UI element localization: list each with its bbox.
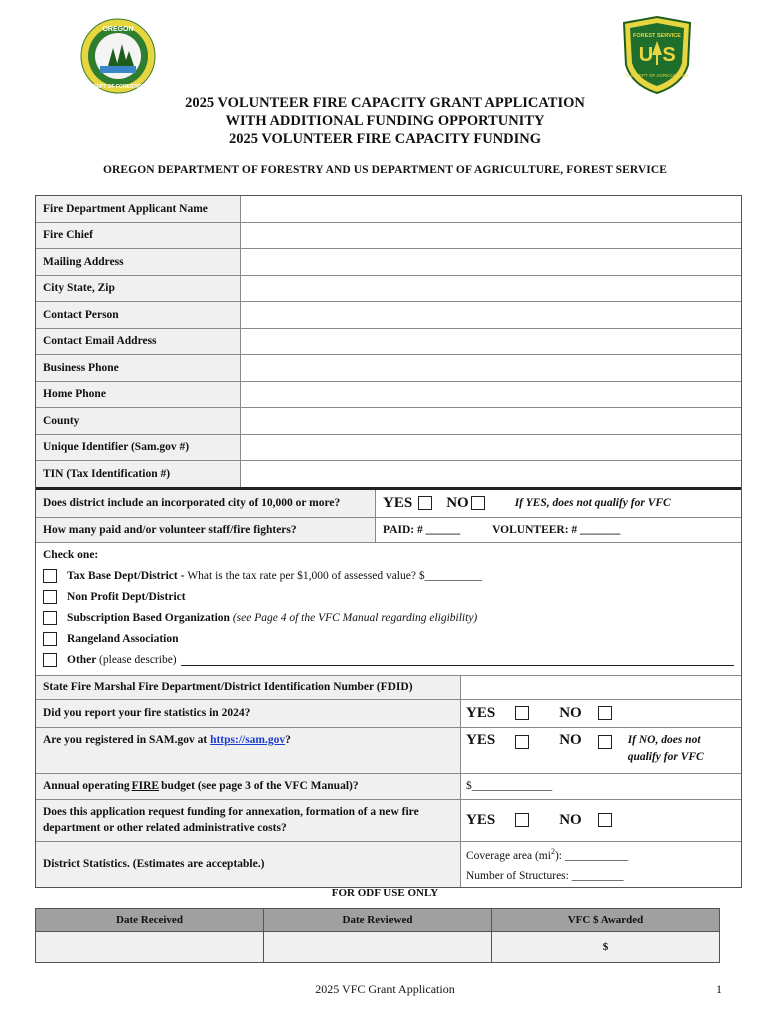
volunteer-count-field[interactable]: VOLUNTEER: # _______ [492, 523, 621, 536]
applicant-row [36, 222, 741, 249]
district-city-no-label: NO [446, 494, 469, 511]
fire-stats-question: Did you report your fire statistics in 2024? [36, 700, 461, 727]
sam-yes-checkbox[interactable] [515, 735, 529, 749]
svg-text:S: S [662, 44, 676, 66]
applicant-field-input[interactable] [241, 461, 741, 487]
budget-question [36, 774, 461, 799]
applicant-field-input[interactable] [241, 196, 741, 222]
applicant-field-label: County [36, 408, 241, 434]
applicant-field-input[interactable] [241, 408, 741, 434]
applicant-field-label: Business Phone [36, 355, 241, 381]
applicant-row [36, 275, 741, 302]
annexation-no-label: NO [559, 811, 582, 828]
coverage-area-superscript: 2 [550, 847, 555, 857]
sam-yes-label: YES [466, 731, 496, 748]
fdid-field[interactable] [461, 676, 741, 699]
title-line-1: 2025 VOLUNTEER FIRE CAPACITY GRANT APPLICATION [185, 95, 585, 111]
applicant-field-input[interactable] [241, 329, 741, 355]
fdid-label: State Fire Marshal Fire Department/District Identification Number (FDID) [36, 676, 461, 699]
vfc-awarded-cell[interactable]: $ [492, 932, 720, 963]
annexation-question: Does this application request funding for annexation, formation of a new fire department or other related administrative costs? [36, 800, 461, 841]
check-one-section [36, 542, 741, 675]
svg-text:U: U [638, 44, 654, 66]
applicant-field-label: Mailing Address [36, 249, 241, 275]
svg-text:FOREST SERVICE: FOREST SERVICE [633, 33, 681, 39]
budget-question-suffix: budget (see page 3 of the VFC Manual)? [161, 780, 359, 792]
check-option-title: Subscription Based Organization [67, 612, 233, 624]
fire-stats-no-label: NO [559, 704, 582, 721]
applicant-field-label: Contact Email Address [36, 329, 241, 355]
applicant-field-label: TIN (Tax Identification #) [36, 461, 241, 487]
other-description-field[interactable] [181, 654, 734, 666]
date-received-cell[interactable] [36, 932, 264, 963]
district-city-no-checkbox[interactable] [471, 496, 485, 510]
annexation-row [36, 799, 741, 841]
title-line-2: WITH ADDITIONAL FUNDING OPPORTUNITY [225, 113, 545, 129]
svg-text:OREGON: OREGON [102, 26, 134, 33]
applicant-row [36, 354, 741, 381]
odf-use-title: FOR ODF USE ONLY [331, 887, 439, 899]
applicant-field-input[interactable] [241, 249, 741, 275]
coverage-area-label: Coverage area (mi [466, 849, 551, 862]
date-received-header: Date Received [36, 909, 264, 932]
check-option-detail: (see Page 4 of the VFC Manual regarding eligibility) [232, 612, 478, 624]
applicant-field-input[interactable] [241, 355, 741, 381]
coverage-area-field[interactable] [466, 842, 628, 866]
odf-use-table [35, 908, 720, 963]
check-option-title: Tax Base Dept/District - [67, 570, 188, 582]
applicant-row [36, 460, 741, 487]
district-stats-row [36, 841, 741, 887]
district-city-note: If YES, does not qualify for VFC [514, 497, 671, 509]
budget-question-text: Annual operating [43, 780, 130, 792]
forest-service-shield-logo [622, 15, 692, 95]
budget-field[interactable]: $______________ [466, 780, 553, 792]
check-option [43, 566, 734, 587]
applicant-field-label: Fire Department Applicant Name [36, 196, 241, 222]
agencies-subtitle: OREGON DEPARTMENT OF FORESTRY AND US DEPARTMENT OF AGRICULTURE, FOREST SERVICE [102, 164, 668, 176]
sam-question [36, 728, 461, 773]
district-stats-label: District Statistics. (Estimates are acceptable.) [36, 842, 461, 887]
district-city-row [36, 487, 741, 517]
staff-row [36, 517, 741, 542]
document-title [0, 94, 770, 148]
budget-row [36, 773, 741, 799]
district-city-yes-label: YES [383, 494, 413, 511]
applicant-field-label: Home Phone [36, 382, 241, 408]
sam-no-checkbox[interactable] [598, 735, 612, 749]
check-option-checkbox[interactable] [43, 569, 57, 583]
date-reviewed-header: Date Reviewed [264, 909, 492, 932]
check-option-checkbox[interactable] [43, 632, 57, 646]
oregon-department-of-forestry-logo [80, 18, 156, 94]
annexation-yes-label: YES [466, 811, 496, 828]
svg-text:DEPT OF FORESTRY: DEPT OF FORESTRY [92, 84, 144, 90]
application-form [35, 195, 742, 888]
district-city-question: Does district include an incorporated city of 10,000 or more? [36, 490, 376, 517]
sam-row [36, 727, 741, 773]
annexation-yes-checkbox[interactable] [515, 813, 529, 827]
fire-stats-yes-label: YES [466, 704, 496, 721]
svg-text:U.S. DEPT OF AGRICULTURE: U.S. DEPT OF AGRICULTURE [625, 73, 689, 78]
page-number: 1 [716, 982, 722, 996]
check-one-title: Check one: [43, 548, 99, 561]
applicant-row [36, 248, 741, 275]
sam-question-text: Are you registered in SAM.gov at [43, 733, 208, 746]
sam-no-label: NO [559, 731, 582, 748]
staff-question: How many paid and/or volunteer staff/fire fighters? [36, 518, 376, 542]
check-option-detail: What is the tax rate per $1,000 of assessed value? $__________ [187, 570, 483, 582]
budget-fire-word: FIRE [131, 780, 160, 792]
applicant-field-input[interactable] [241, 302, 741, 328]
applicant-field-label: Unique Identifier (Sam.gov #) [36, 435, 241, 461]
check-option-title: Non Profit Dept/District [67, 591, 186, 603]
applicant-field-input[interactable] [241, 276, 741, 302]
check-option-checkbox[interactable] [43, 653, 57, 667]
applicant-row [36, 328, 741, 355]
date-reviewed-cell[interactable] [264, 932, 492, 963]
check-option-checkbox[interactable] [43, 611, 57, 625]
applicant-row [36, 301, 741, 328]
paid-count-field[interactable]: PAID: # ______ [383, 523, 461, 536]
check-option [43, 608, 734, 629]
annexation-no-checkbox[interactable] [598, 813, 612, 827]
check-option [43, 587, 734, 608]
sam-question-suffix: ? [285, 733, 291, 746]
check-option-title: Rangeland Association [67, 633, 179, 645]
fdid-row [36, 675, 741, 699]
check-option-title: Other [67, 654, 100, 666]
district-city-yes-checkbox[interactable] [418, 496, 432, 510]
sam-gov-link[interactable]: https://sam.gov [210, 733, 286, 746]
title-line-3: 2025 VOLUNTEER FIRE CAPACITY FUNDING [228, 131, 542, 147]
applicant-row [36, 434, 741, 461]
applicant-field-input[interactable] [241, 435, 741, 461]
applicant-field-label: Contact Person [36, 302, 241, 328]
check-option-checkbox[interactable] [43, 590, 57, 604]
applicant-row [36, 381, 741, 408]
applicant-field-label: City State, Zip [36, 276, 241, 302]
applicant-field-input[interactable] [241, 382, 741, 408]
applicant-field-label: Fire Chief [36, 223, 241, 249]
check-option [43, 629, 734, 650]
coverage-area-blank: ): ___________ [554, 849, 629, 862]
fire-stats-row [36, 699, 741, 727]
vfc-awarded-header: VFC $ Awarded [492, 909, 720, 932]
footer-text: 2025 VFC Grant Application [315, 982, 455, 996]
fire-stats-no-checkbox[interactable] [598, 706, 612, 720]
check-option-detail: (please describe) [99, 654, 177, 666]
sam-note: If NO, does not qualify for VFC [627, 733, 704, 763]
applicant-row [36, 196, 741, 222]
structures-field[interactable]: Number of Structures: _________ [466, 869, 624, 882]
applicant-row [36, 407, 741, 434]
fire-stats-yes-checkbox[interactable] [515, 706, 529, 720]
check-option [43, 650, 734, 671]
applicant-field-input[interactable] [241, 223, 741, 249]
